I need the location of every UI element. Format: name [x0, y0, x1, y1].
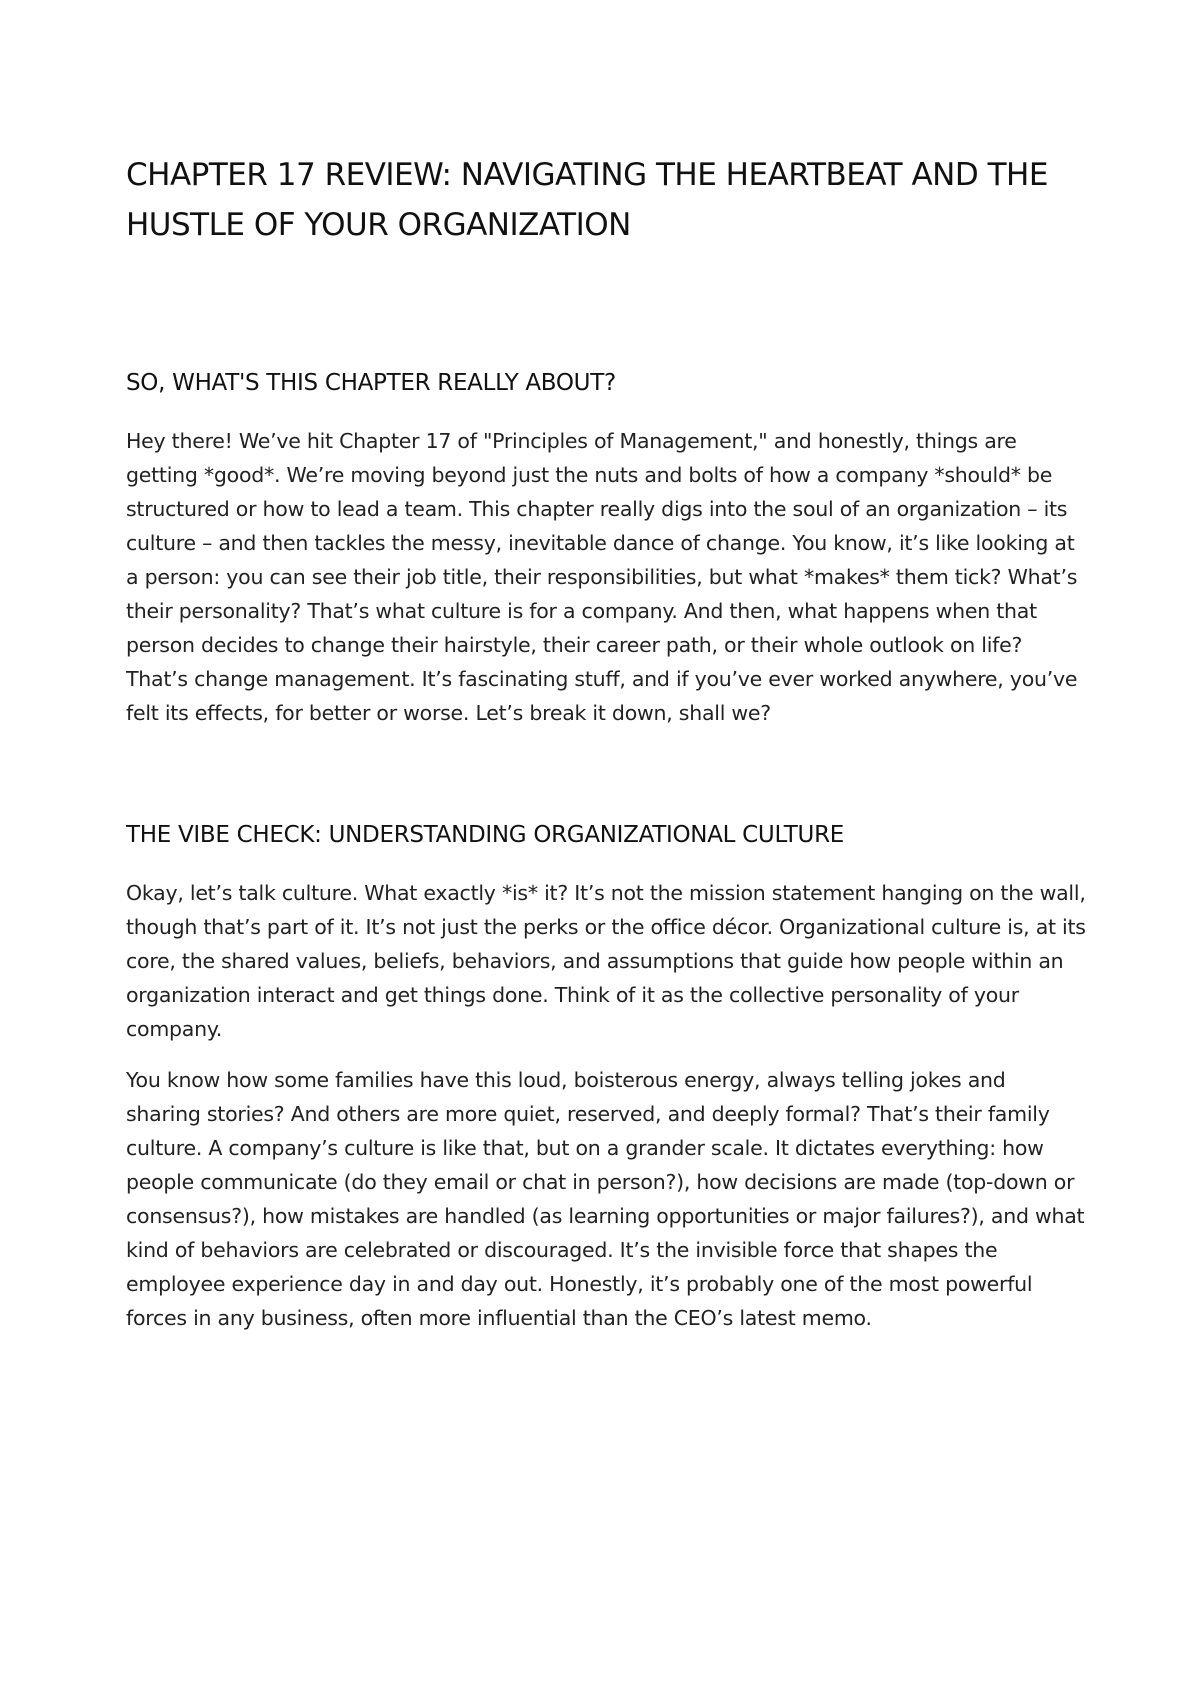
document-page — [126, 150, 1086, 1335]
section-heading: THE VIBE CHECK: UNDERSTANDING ORGANIZATIONAL CULTURE — [126, 822, 844, 848]
paragraph: Hey there! We’ve hit Chapter 17 of "Principles of Management," and honestly, things are getting *good*. We’re moving beyond just the nuts and bolts of how a company *should* be structured or how to lead a team. This chapter really digs into the soul of an organization – its culture – and then tackles the messy, inevitable dance of change. You know, it’s like looking at a person: you can see their job title, their responsibilities, but what *makes* them tick? What’s their personality? That’s what culture is for a company. And then, what happens when that person decides to change their hairstyle, their career path, or their whole outlook on life? That’s change management. It’s fascinating stuff, and if you’ve ever worked anywhere, you’ve felt its effects, for better or worse. Let’s break it down, shall we? — [126, 429, 1078, 725]
section-heading: SO, WHAT'S THIS CHAPTER REALLY ABOUT? — [126, 370, 616, 396]
paragraph: You know how some families have this loud, boisterous energy, always telling jokes and sharing stories? And others are more quiet, reserved, and deeply formal? That’s their family culture. A company’s culture is like that, but on a grander scale. It dictates everything: how people communicate (do they email or chat in person?), how decisions are made (top-down or consensus?), how mistakes are handled (as learning opportunities or major failures?), and what kind of behaviors are celebrated or discouraged. It’s the invisible force that shapes the employee experience day in and day out. Honestly, it’s probably one of the most powerful forces in any business, often more influential than the CEO’s latest memo. — [126, 1068, 1085, 1330]
paragraph: Okay, let’s talk culture. What exactly *is* it? It’s not the mission statement hanging on the wall, though that’s part of it. It’s not just the perks or the office décor. Organizational culture is, at its core, the shared values, beliefs, behaviors, and assumptions that guide how people within an organization interact and get things done. Think of it as the collective personality of your company. — [126, 881, 1086, 1041]
chapter-title: CHAPTER 17 REVIEW: NAVIGATING THE HEARTBEAT AND THE HUSTLE OF YOUR ORGANIZATION — [126, 157, 1048, 243]
